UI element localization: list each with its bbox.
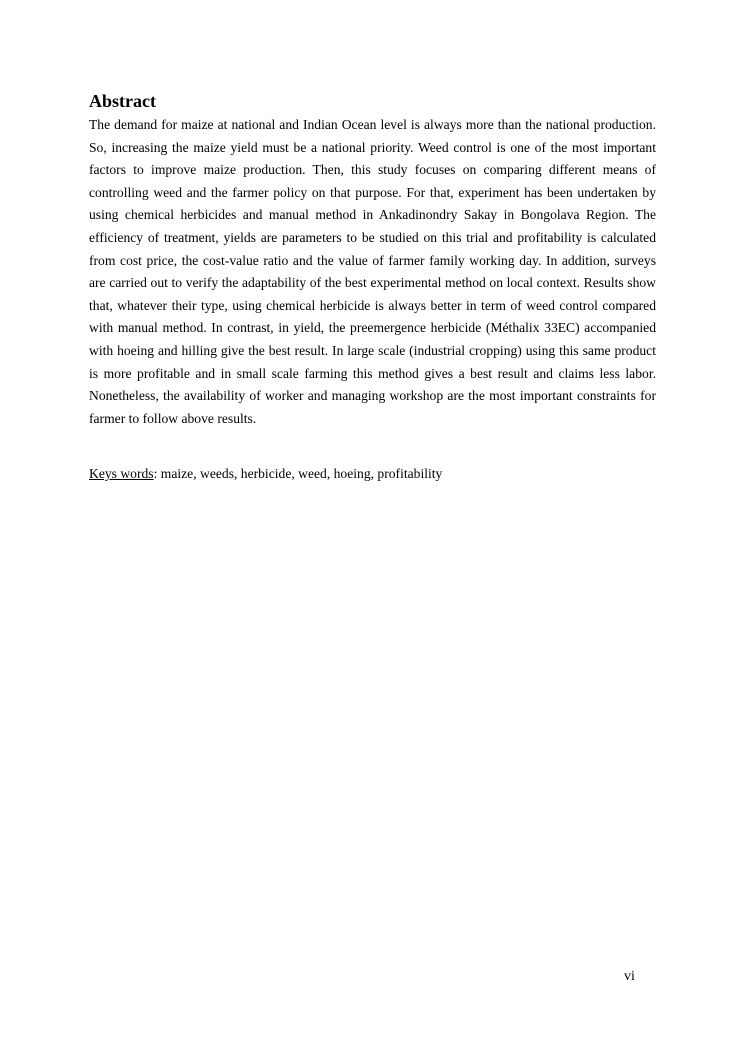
page-number: vi — [624, 969, 635, 984]
keywords-label: Keys words — [89, 466, 154, 481]
abstract-heading: Abstract — [89, 91, 156, 111]
abstract-paragraph: The demand for maize at national and Indian Ocean level is always more than the national production. So, increasing the maize yield must be a national priority. Weed control is one of the most important factors to improve maize production. Then, this study focuses on comparing different means of controlling weed and the farmer policy on that purpose. For that, experiment has been undertaken by using chemical herbicides and manual method in Ankadinondry Sakay in Bongolava Region. The efficiency of treatment, yields are parameters to be studied on this trial and profitability is calculated from cost price, the cost-value ratio and the value of farmer family working day. In addition, surveys are carried out to verify the adaptability of the best experimental method on local context. Results show that, whatever their type, using chemical herbicide is always better in term of weed control compared with manual method. In contrast, in yield, the preemergence herbicide (Méthalix 33EC) accompanied with hoeing and hilling give the best result. In large scale (industrial cropping) using this same product is more profitable and in small scale farming this method gives a best result and claims less labor. Nonetheless, the availability of worker and managing workshop are the most important constraints for farmer to follow above results. — [89, 117, 656, 426]
keywords-line — [89, 464, 656, 484]
keywords-separator: : — [153, 466, 161, 481]
keywords-values: maize, weeds, herbicide, weed, hoeing, profitability — [160, 466, 443, 481]
